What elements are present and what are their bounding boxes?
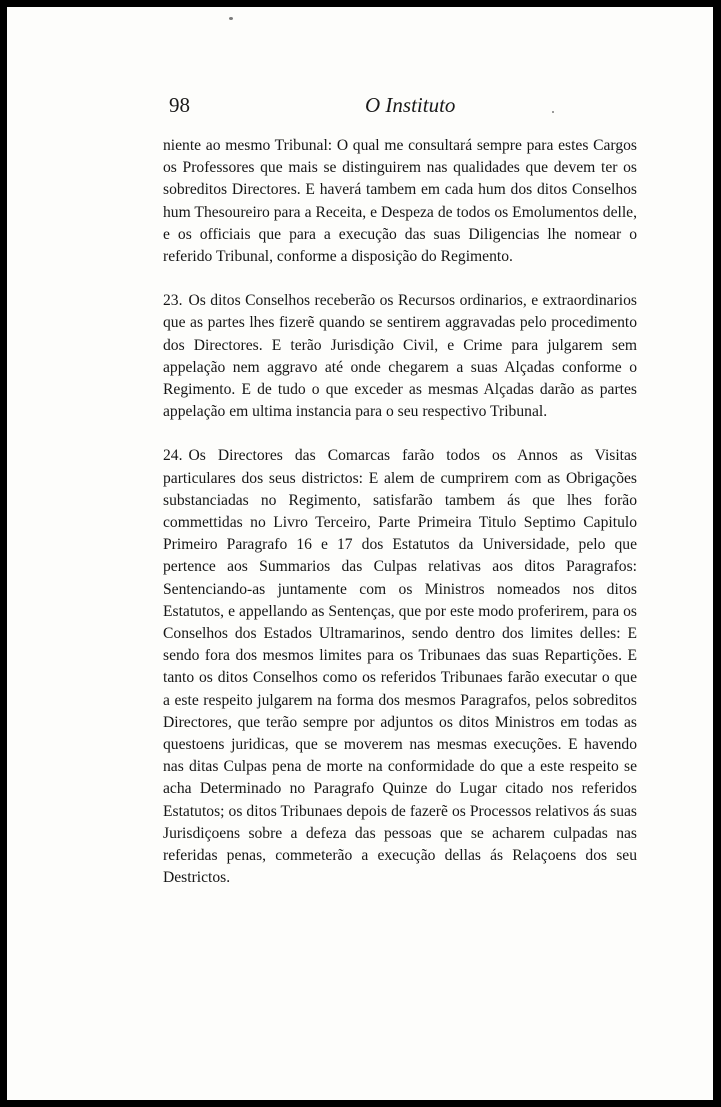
running-title: O Instituto [365, 93, 456, 117]
paragraph-23 [163, 290, 637, 423]
paragraph-text: niente ao mesmo Tribunal: O qual me consultará sempre para estes Cargos os Professores que mais se distinguirem nas qualidades que devem ter os sobreditos Directores. E haverá tambem em cada hum dos ditos Conselhos hum Thesoureiro para a Receita, e Despeza de todos os Emolumentos delle, e os officiais que para a execução das suas Diligencias lhe nomear o referido Tribunal, conforme a disposição do Regimento. [163, 137, 637, 266]
page-number: 98 [169, 93, 190, 117]
body-text [163, 135, 637, 912]
paragraph-number: 24. [163, 447, 183, 465]
paragraph-number: 23. [163, 292, 183, 310]
book-page [7, 7, 713, 1100]
page-header [163, 91, 575, 121]
paragraph-text: Os Directores das Comarcas farão todos os Annos as Visitas particulares dos seus districtos: E alem de cumprirem com as Obrigações substanciadas no Regimento, satisfarão tambem ás que lhes forão commettidas no Livro Terceiro, Parte Primeira Titulo Septimo Capitulo Primeiro Paragrafo 16 e 17 dos Estatutos da Universidade, pelo que pertence aos Summarios das Culpas relativas aos ditos Paragrafos: Sentenciando-as juntamente com os Ministros nomeados nos ditos Estatutos, e appellando as Sentenças, que por este modo proferirem, para os Conselhos dos Estados Ultramarinos, sendo dentro dos limites delles: E sendo fora dos mesmos limites para os Tribunaes das suas Repartições. E tanto os ditos Conselhos como os referidos Tribunaes farão executar o que a este respeito julgarem na forma dos mesmos Paragrafos, pelos sobreditos Directores, que terão sempre por adjuntos os ditos Ministros em todas as questoens juridicas, que se moverem nas mesmas execuções. E havendo nas ditas Culpas pena de morte na conformidade do que a este respeito se acha Determinado no Paragrafo Quinze do Lugar citado nos referidos Estatutos; os ditos Tribunaes depois de fazerẽ os Processos relativos ás suas Jurisdiçoens sobre a defeza das pessoas que se acharem culpadas nas referidas penas, commeterão a execução dellas ás Relaçoens dos seu Destrictos. [163, 447, 637, 887]
paragraph-text: Os ditos Conselhos receberão os Recursos ordinarios, e extraordinarios que as partes lhes fizerẽ quando se sentirem aggravadas pelo procedimento dos Directores. E terão Jurisdição Civil, e Crime para julgarem sem appelação nem aggravo até onde chegarem a suas Alçadas conforme o Regimento. E de tudo o que exceder as mesmas Alçadas darão as partes appelação em ultima instancia para o seu respectivo Tribunal. [163, 292, 637, 421]
print-speck [229, 17, 233, 20]
paragraph-continuation [163, 135, 637, 268]
paragraph-24 [163, 445, 637, 889]
